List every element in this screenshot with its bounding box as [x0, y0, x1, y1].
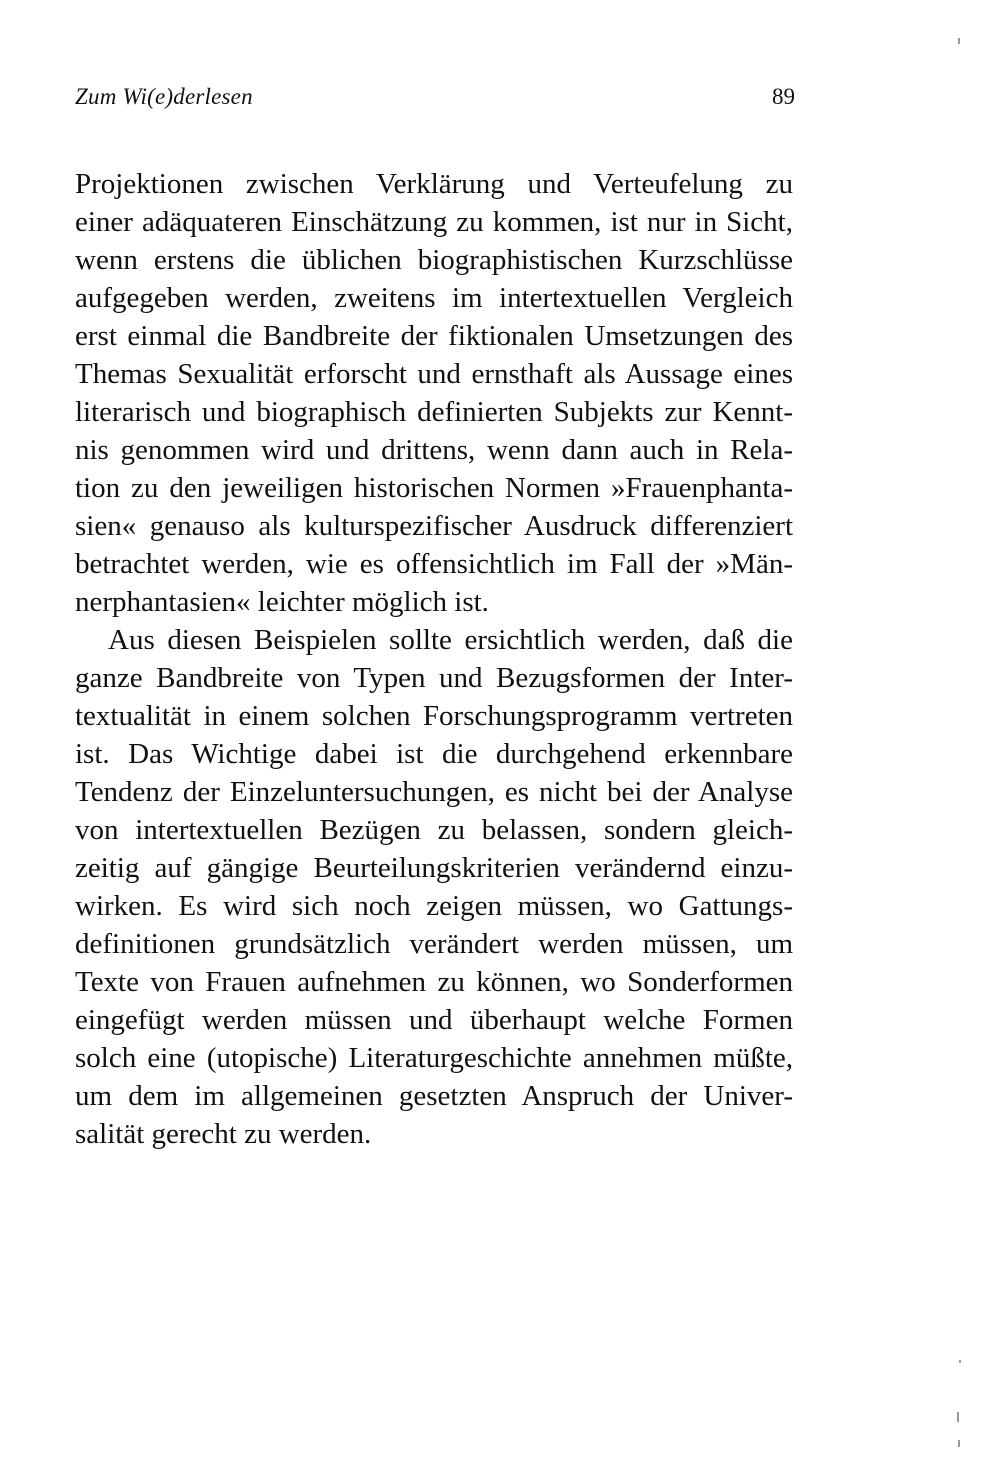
text-line: definitionen grundsätzlich verändert werden müssen, um	[75, 928, 793, 960]
text-line: Tendenz der Einzeluntersuchungen, es nicht bei der Analyse	[75, 776, 793, 808]
scan-artifact	[958, 38, 960, 44]
text-line: textualität in einem solchen Forschungsprogramm vertreten	[75, 700, 793, 732]
text-line: zeitig auf gängige Beurteilungskriterien verändernd einzu-	[75, 852, 793, 884]
text-line: Texte von Frauen aufnehmen zu können, wo Sonderformen	[75, 966, 793, 998]
text-line: wirken. Es wird sich noch zeigen müssen, wo Gattungs-	[75, 890, 793, 922]
text-line: solch eine (utopische) Literaturgeschichte annehmen müßte,	[75, 1042, 793, 1074]
text-line: ganze Bandbreite von Typen und Bezugsformen der Inter-	[75, 662, 793, 694]
scan-artifact	[958, 1440, 960, 1447]
text-line: Themas Sexualität erforscht und ernsthaft als Aussage eines	[75, 358, 793, 390]
running-head	[75, 84, 795, 124]
text-line: literarisch und biographisch definierten Subjekts zur Kennt-	[75, 396, 793, 428]
text-line: salität gerecht zu werden.	[75, 1118, 372, 1150]
text-line: von intertextuellen Bezügen zu belassen, sondern gleich-	[75, 814, 793, 846]
scan-artifact	[959, 1360, 961, 1363]
text-line: Projektionen zwischen Verklärung und Verteufelung zu	[75, 168, 793, 200]
text-line: sien« genauso als kulturspezifischer Ausdruck differenziert	[75, 510, 793, 542]
text-line: Aus diesen Beispielen sollte ersichtlich werden, daß die	[108, 624, 793, 656]
text-line: betrachtet werden, wie es offensichtlich im Fall der »Män-	[75, 548, 793, 580]
running-title: Zum Wi(e)derlesen	[75, 84, 253, 109]
text-line: um dem im allgemeinen gesetzten Anspruch der Univer-	[75, 1080, 793, 1112]
scan-artifact	[957, 1412, 959, 1422]
text-line: erst einmal die Bandbreite der fiktionalen Umsetzungen des	[75, 320, 793, 352]
text-line: aufgegeben werden, zweitens im intertextuellen Vergleich	[75, 282, 793, 314]
text-line: nis genommen wird und drittens, wenn dann auch in Rela-	[75, 434, 793, 466]
text-line: nerphantasien« leichter möglich ist.	[75, 586, 489, 618]
text-line: einer adäquateren Einschätzung zu kommen, ist nur in Sicht,	[75, 206, 793, 238]
text-line: wenn erstens die üblichen biographistischen Kurzschlüsse	[75, 244, 793, 276]
page-number: 89	[772, 84, 795, 109]
text-line: tion zu den jeweiligen historischen Normen »Frauenphanta-	[75, 472, 793, 504]
text-line: ist. Das Wichtige dabei ist die durchgehend erkennbare	[75, 738, 793, 770]
text-line: eingefügt werden müssen und überhaupt welche Formen	[75, 1004, 793, 1036]
